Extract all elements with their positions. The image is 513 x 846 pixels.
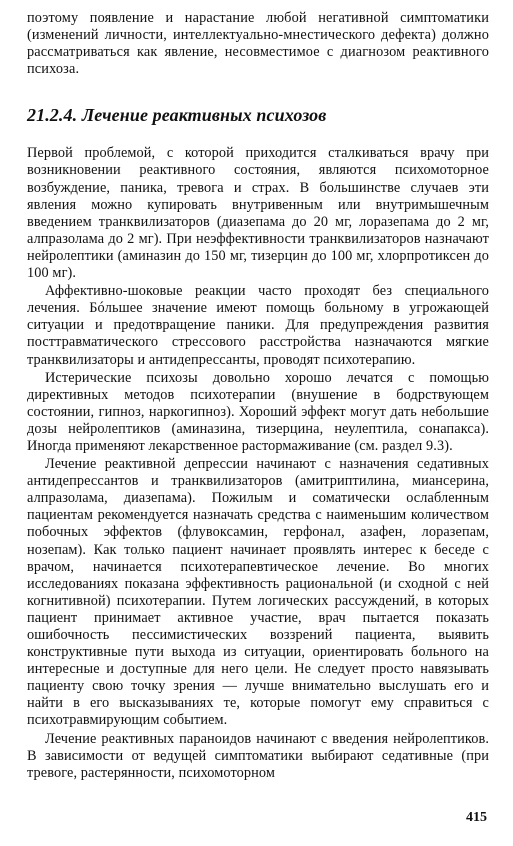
- section-title: Лечение реактивных психозов: [81, 105, 327, 126]
- page-number: 415: [466, 810, 487, 825]
- paragraph-agitation-treatment: Первой проблемой, с которой приходится сталкиваться врачу при возникновении реактивного состояния, являются психомоторное возбуждение, паника, тревога и страх. В большинстве случаев эти явления можно купировать внутривенным или внутримышечным введением транквилизаторов (диазепама до 20 мг, лоразепама до 2 мг, алпразолама до 2 мг). При неэффективности транквилизаторов назначают нейролептики (аминазин до 150 мг, тизерцин до 100 мг, хлорпротиксен до 100 мг).: [27, 145, 489, 282]
- section-heading: [27, 105, 489, 125]
- paragraph-hysterical-psychoses: Истерические психозы довольно хорошо лечатся с помощью директивных методов психотерапии (внушение в бодрствующем состоянии, гипноз, наркогипноз). Хороший эффект могут дать небольшие дозы нейролептиков (аминазина, тизерцина, неулептила, сонапакса). Иногда применяют лекарственное растормаживание (см. раздел 9.3).: [27, 369, 489, 454]
- document-page: [27, 10, 489, 782]
- intro-paragraph: поэтому появление и нарастание любой негативной симптоматики (изменений личности, интеллектуально-мнестического дефекта) должно рассматриваться как явление, несовместимое с диагнозом реактивного психоза.: [27, 10, 489, 78]
- paragraph-reactive-depression: Лечение реактивной депрессии начинают с назначения седативных антидепрессантов и транквилизаторов (амитриптилина, миансерина, алпразолама, диазепама). Пожилым и соматически ослабленным пациентам рекомендуется назначать средства с наименьшим количеством побочных эффектов (флувоксамин, герфонал, азафен, лоразепам, нозепам). Как только пациент начинает проявлять интерес к беседе с врачом, начинается психотерапевтическое лечение. Во многих исследованиях показана эффективность рациональной (и сходной с ней когнитивной) психотерапии. Путем логических рассуждений, в которых пациент принимает активное участие, врач пытается показать ошибочность пессимистических воззрений пациента, выявить конструктивные пути выхода из ситуации, ориентировать больного на интересные и доступные для него цели. Не следует просто навязывать пациенту свою точку зрения — лучше внимательно выслушать его и найти в его высказываниях те, которые помогут ему справиться с психотравмирующим событием.: [27, 456, 489, 729]
- paragraph-reactive-paranoids: Лечение реактивных параноидов начинают с введения нейролептиков. В зависимости от ведущей симптоматики выбирают седативные (при тревоге, растерянности, психомоторном: [27, 730, 489, 781]
- section-number: 21.2.4.: [27, 105, 78, 126]
- paragraph-affective-shock: Аффективно-шоковые реакции часто проходят без специального лечения. Бóльшее значение имеют помощь больному в угрожающей ситуации и предотвращение паники. Для предупреждения развития посттравматического стрессового расстройства назначаются мягкие транквилизаторы и антидепрессанты, проводят психотерапию.: [27, 283, 489, 368]
